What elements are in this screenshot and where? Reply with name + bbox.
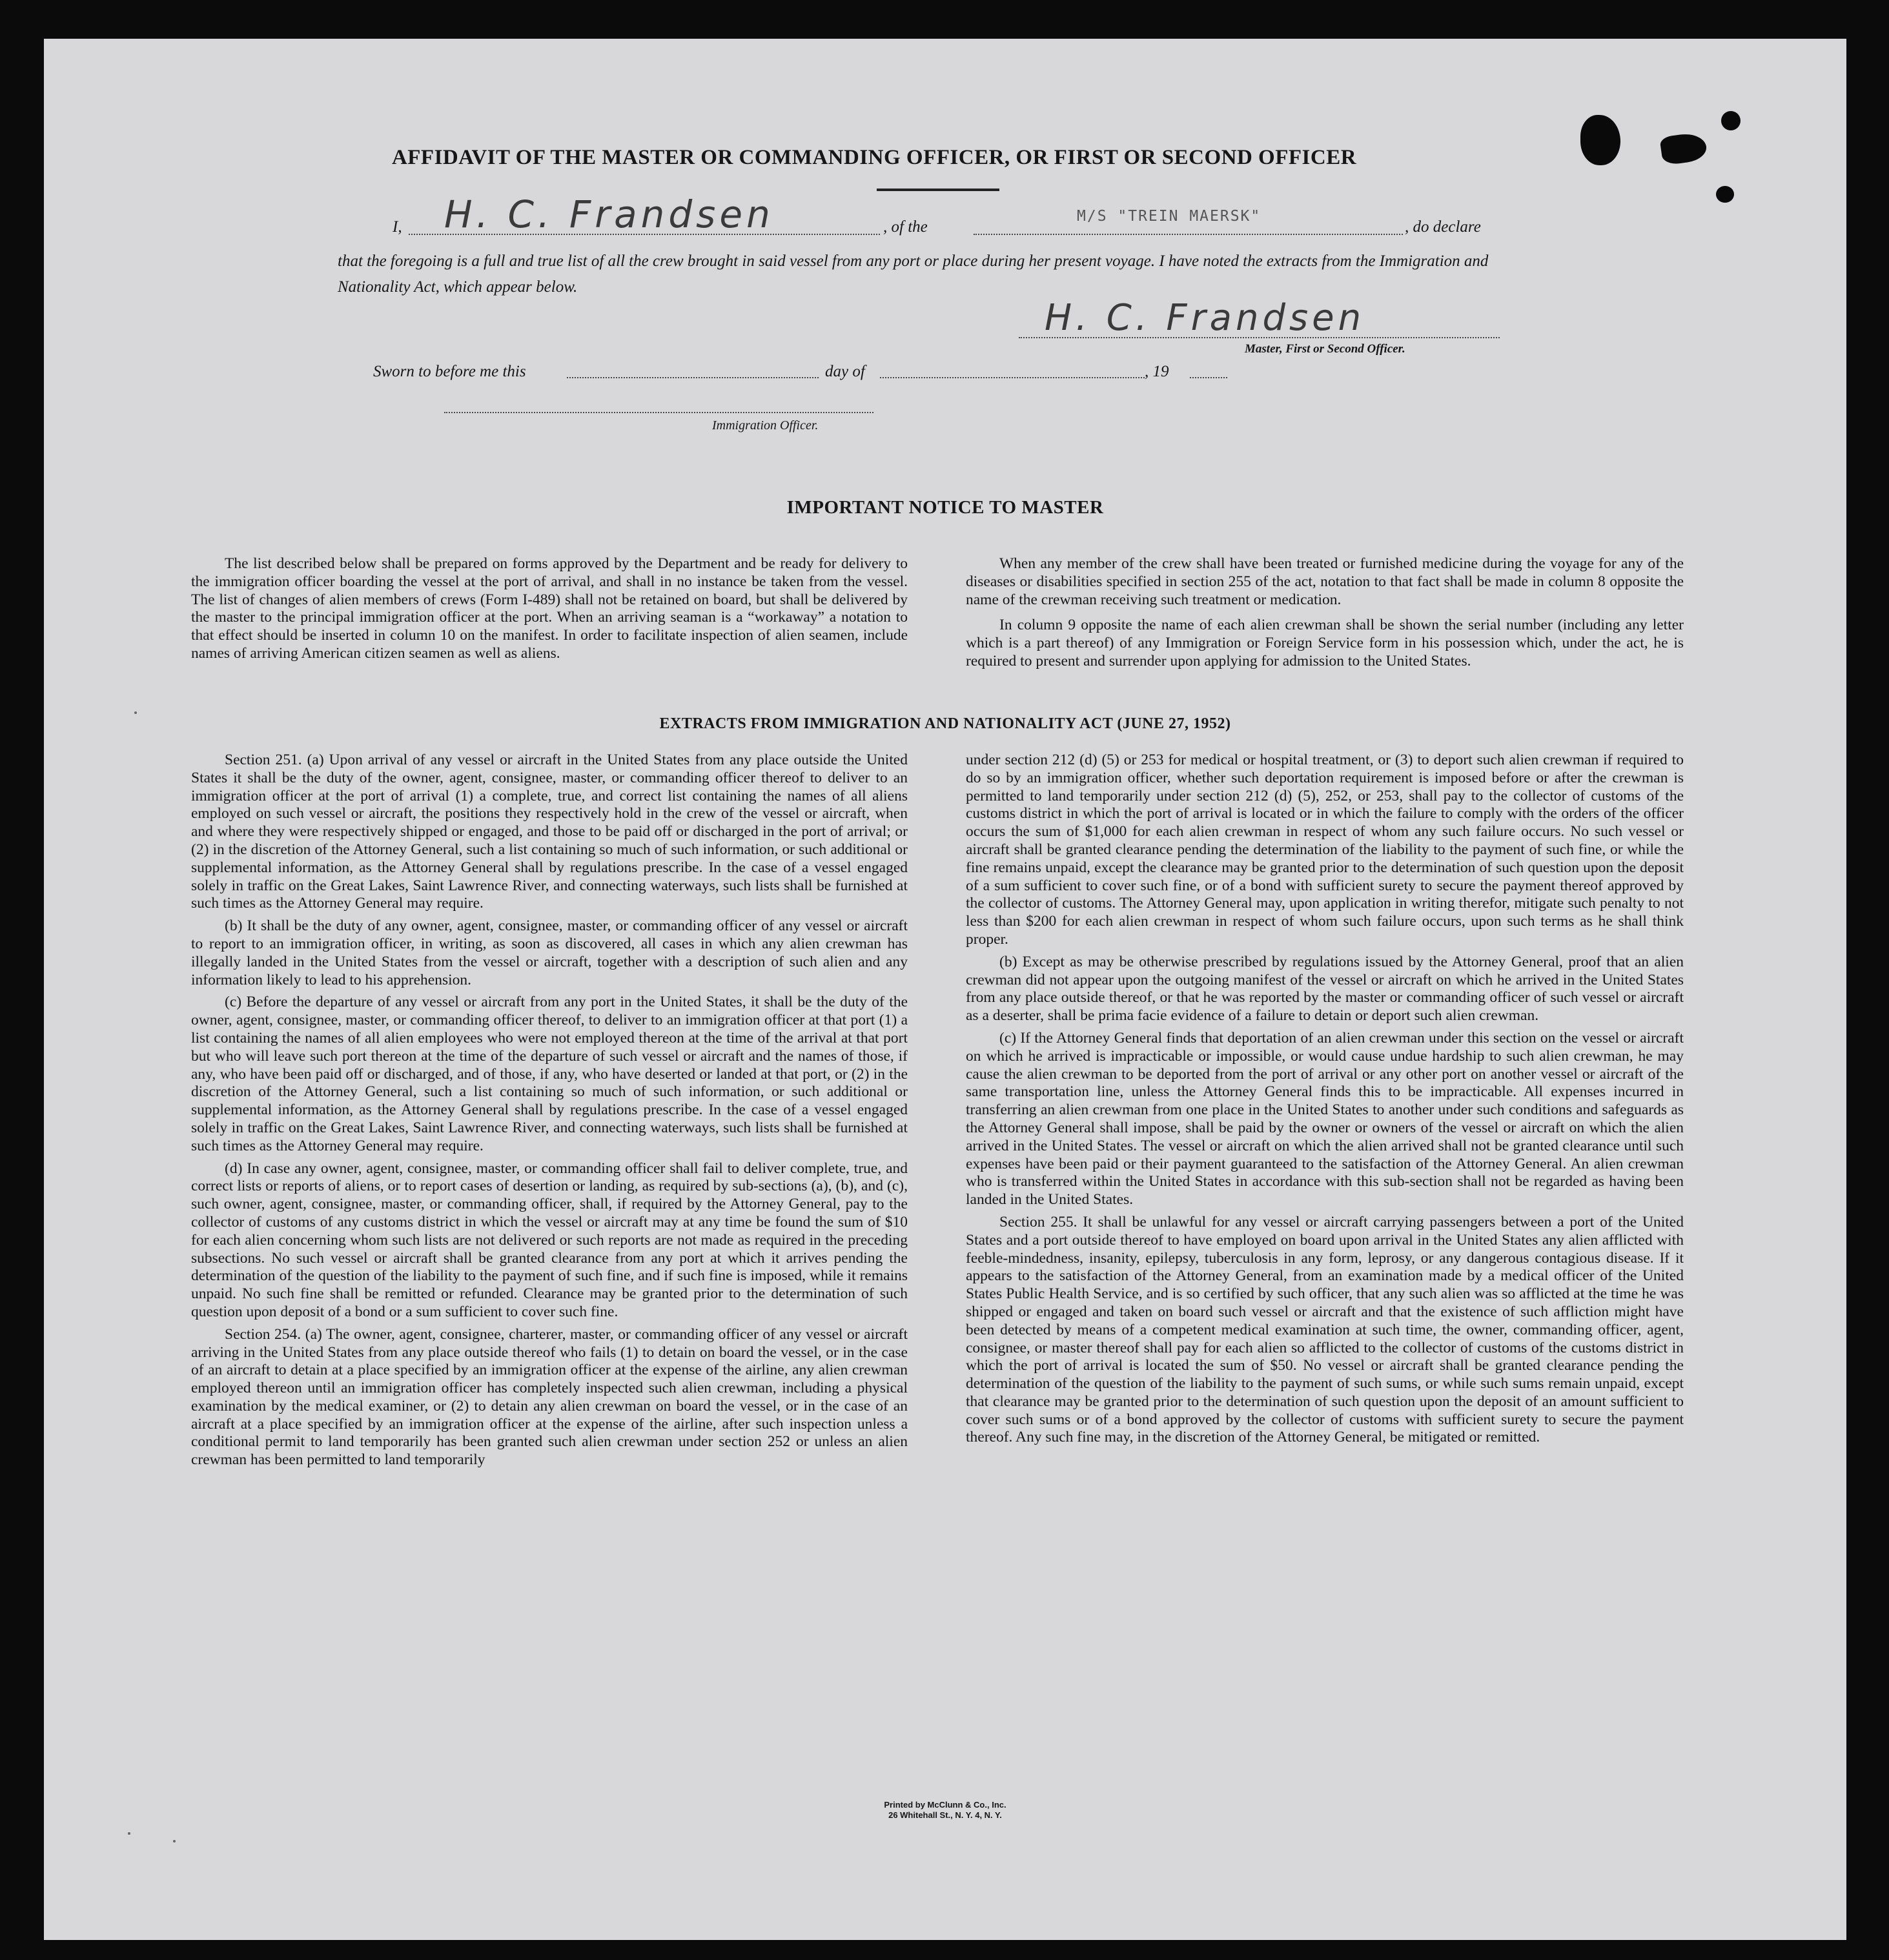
section-254-b: (b) Except as may be otherwise prescribed by regulations issued by the Attorney General, proof that an alien crewman did not appear upon the outgoing manifest of the vessel or aircraft on which he arrived in the United States from any place outside thereof, or that he was reported by the master or commanding officer of such vessel or aircraft as a deserter, shall be prima facie evidence of a failure to detain or deport such alien crewman. — [966, 953, 1684, 1025]
notice-paragraph: The list described below shall be prepared on forms approved by the Department and be ready for delivery to the immigration officer boarding the vessel at the port of arrival, and shall in no instance be taken from the vessel. The list of changes of alien members of crews (Form I-489) shall not be retained on board, but shall be delivered by the master to the principal immigration officer at the port. When an arriving seaman is a “workaway” a notation to that effect should be inserted in column 10 on the manifest. In order to facilitate inspection of alien seamen, include names of arriving American citizen seamen as well as aliens. — [191, 555, 908, 662]
master-name-handwriting: H. C. Frandsen — [444, 192, 774, 236]
extracts-heading: EXTRACTS FROM IMMIGRATION AND NATIONALITY ACT (JUNE 27, 1952) — [659, 715, 1231, 732]
speck — [173, 1840, 176, 1843]
section-254-c: (c) If the Attorney General finds that deportation of an alien crewman under this section on the vessel or aircraft on which he arrived is impracticable or impossible, or would cause undue hardship to such alien crewman, he may cause the alien crewman to be deported from the port of arrival or any other port on another vessel or aircraft of the same transportation line, unless the Attorney General finds this to be impracticable. All expenses incurred in transferring an alien crewman from one place in the United States to another under such conditions and safeguards as the Attorney General shall impose, shall be paid by the owner or owners of the vessel or aircraft on which the alien arrived in the United States. The vessel or aircraft on which the alien arrived shall not be granted clearance until such expenses have been paid or their payment guaranteed to the satisfaction of the Attorney General. An alien crewman who is transferred within the United States in accordance with this sub-section shall not be regarded as having been landed in the United States. — [966, 1029, 1684, 1209]
document-page — [44, 39, 1846, 1940]
signature-caption: Master, First or Second Officer. — [1245, 342, 1405, 356]
notice-paragraph: When any member of the crew shall have been treated or furnished medicine during the voyage for any of the diseases or disabilities specified in section 255 of the act, notation to that fact shall be made in column 8 opposite the name of the crewman receiving such treatment or medication. — [966, 555, 1684, 608]
notice-right-column — [966, 555, 1684, 675]
printer-line-2: 26 Whitehall St., N. Y. 4, N. Y. — [888, 1810, 1002, 1820]
sworn-month-line — [880, 377, 1145, 378]
section-255: Section 255. It shall be unlawful for any vessel or aircraft carrying passengers between a port of the United States and a port outside thereof to have employed on board upon arrival in the United States any alien afflicted with feeble-mindedness, insanity, epilepsy, tuberculosis in any form, leprosy, or any dangerous contagious disease. If it appears to the satisfaction of the Attorney General, from an examination made by a medical officer of the United States Public Health Service, and is so certified by such officer, that any such alien was so afflicted at the time he was shipped or engaged and taken on board such vessel or aircraft and that the existence of such affliction might have been detected by means of a competent medical examination at such time, the owner, commanding officer, agent, consignee, or master thereof shall pay for each alien so afflicted to the collector of customs of the customs district in which the port of arrival is located the sum of $50. No vessel or aircraft shall be granted clearance pending the determination of the question of the liability to the payment of such sums, or while such sums remain unpaid, except that clearance may be granted prior to the determination of such question upon the deposit of an amount sufficient to cover such sums or of a bond approved by the collector of customs with sufficient surety to secure the payment thereof. Any such fine may, in the discretion of the Attorney General, be mitigated or remitted. — [966, 1213, 1684, 1446]
ink-blot — [1721, 111, 1741, 130]
immigration-officer-caption: Immigration Officer. — [712, 418, 819, 433]
affidavit-title: AFFIDAVIT OF THE MASTER OR COMMANDING OFFICER, OR FIRST OR SECOND OFFICER — [391, 146, 1357, 169]
vessel-name-stamp: M/S "TREIN MAERSK" — [1077, 208, 1261, 225]
notice-heading: IMPORTANT NOTICE TO MASTER — [786, 497, 1104, 518]
extracts-left-column — [191, 751, 908, 1474]
day-of-label: day of — [825, 363, 865, 380]
do-declare-label: , do declare — [1405, 218, 1481, 236]
printer-imprint — [44, 1800, 1846, 1821]
sworn-year-line — [1190, 377, 1227, 378]
section-251-a: Section 251. (a) Upon arrival of any vessel or aircraft in the United States from any place outside the United States it shall be the duty of the owner, agent, consignee, master, or commanding officer thereof to deliver to an immigration officer at the port of arrival (1) a complete, true, and correct list containing the names of all aliens employed on such vessel or aircraft, the positions they respectively hold in the crew of the vessel or aircraft, when and where they were respectively shipped or engaged, and those to be paid off or discharged in the port of arrival; or (2) in the discretion of the Attorney General, such a list containing so much of such information, or such additional or supplemental information, as the Attorney General shall by regulations prescribe. In the case of a vessel engaged solely in traffic on the Great Lakes, Saint Lawrence River, and connecting waterways, such lists shall be furnished at such times as the Attorney General may require. — [191, 751, 908, 912]
extracts-right-column — [966, 751, 1684, 1451]
section-254-a-continued: under section 212 (d) (5) or 253 for medical or hospital treatment, or (3) to deport such alien crewman if required to do so by an immigration officer, whether such deportation requirement is imposed before or after the crewman is permitted to land temporarily under section 212 (d) (5), 252, or 253, shall pay to the collector of customs of the customs district in which the port of arrival is located or in which the failure to comply with the orders of the officer occurs the sum of $1,000 for each alien crewman in respect of whom any such failure occurs. No such vessel or aircraft shall be granted clearance pending the determination of the liability to the payment of such fine, or while the fine remains unpaid, except the clearance may be granted prior to the determination of such question upon the deposit of a sum sufficient to cover such fine, or of a bond with sufficient surety to secure the payment thereof approved by the collector of customs. The Attorney General may, upon application in writing therefor, mitigate such penalty to not less than $200 for each alien crewman in respect of whom such failure occurs, upon such terms as he shall think proper. — [966, 751, 1684, 948]
notice-paragraph: In column 9 opposite the name of each alien crewman shall be shown the serial number (including any letter which is a part thereof) of any Immigration or Foreign Service form in his possession which, under the act, he is required to present and surrender upon applying for admission to the United States. — [966, 617, 1684, 669]
section-254-a: Section 254. (a) The owner, agent, consignee, charterer, master, or commanding officer of any vessel or aircraft arriving in the United States from any place outside thereof who fails (1) to detain on board the vessel, or in the case of an aircraft to detain at a place specified by an immigration officer at the expense of the airline, any alien crewman employed thereon until an immigration officer has completely inspected such alien crewman, including a physical examination by the medical examiner, or (2) to detain any alien crewman on board the vessel, or in the case of an aircraft at a place specified by an immigration officer at the expense of the airline, after such inspection unless a conditional permit to land temporarily has been granted such alien crewman under section 252 or unless an alien crewman has been permitted to land temporarily — [191, 1325, 908, 1469]
immigration-officer-line — [444, 412, 873, 413]
of-the-label: , of the — [883, 218, 928, 236]
section-251-b: (b) It shall be the duty of any owner, agent, consignee, master, or commanding officer of any vessel or aircraft to report to an immigration officer, in writing, as soon as discovered, all cases in which any alien crewman has illegally landed in the United States from the vessel or aircraft, together with a description of such alien and any information likely to lead to his apprehension. — [191, 917, 908, 988]
vessel-line — [974, 234, 1403, 235]
notice-left-column — [191, 555, 908, 668]
section-251-c: (c) Before the departure of any vessel or aircraft from any port in the United States, it shall be the duty of the owner, agent, consignee, master, or commanding officer thereof, to deliver to an immigration officer at that port (1) a list containing the names of all alien employees who were not employed thereon at the time of the arrival at that port but who will leave such port thereon at the time of the departure of such vessel or aircraft and the names of those, if any, who have been paid off or discharged, and of those, if any, who have deserted or landed at that port, or (2) in the discretion of the Attorney General, such a list containing so much of such information, or such additional or supplemental information, as the Attorney General shall by regulations prescribe. In the case of a vessel engaged solely in traffic on the Great Lakes, Saint Lawrence River, and connecting waterways, such lists shall be furnished at such times as the Attorney General may require. — [191, 994, 908, 1154]
title-rule — [877, 189, 999, 191]
speck — [128, 1832, 130, 1835]
speck — [134, 711, 137, 714]
sworn-day-line — [567, 377, 819, 378]
year-label: , 19 — [1145, 363, 1169, 380]
ink-blot — [1716, 186, 1734, 203]
signature-handwriting: H. C. Frandsen — [1045, 297, 1365, 339]
sworn-label: Sworn to before me this — [373, 363, 526, 380]
signature-line — [1019, 337, 1500, 338]
printer-line-1: Printed by McClunn & Co., Inc. — [884, 1800, 1006, 1810]
declaration-text: that the foregoing is a full and true list of all the crew brought in said vessel from any port or place during her present voyage. I have noted the extracts from the Immigration and Nationality Act, which appear below. — [338, 252, 1489, 296]
section-251-d: (d) In case any owner, agent, consignee, master, or commanding officer shall fail to deliver complete, true, and correct lists or reports of aliens, or to report cases of desertion or landing, as required by sub-sections (a), (b), and (c), such owner, agent, consignee, master, or commanding officer, shall, if required by the Attorney General, pay to the collector of customs of any customs district in which the vessel or aircraft may at any time be found the sum of $10 for each alien concerning whom such lists are not delivered or such reports are not made as required in the preceding subsections. No such vessel or aircraft shall be granted clearance from any port at which it arrives pending the determination of the question of the liability to the payment of such fine, and if such fine is imposed, while it remains unpaid. No such fine shall be remitted or refunded. Clearance may be granted prior to the determination of such question upon deposit of a bond or a sum sufficient to cover such fine. — [191, 1159, 908, 1320]
i-label: I, — [393, 218, 402, 236]
